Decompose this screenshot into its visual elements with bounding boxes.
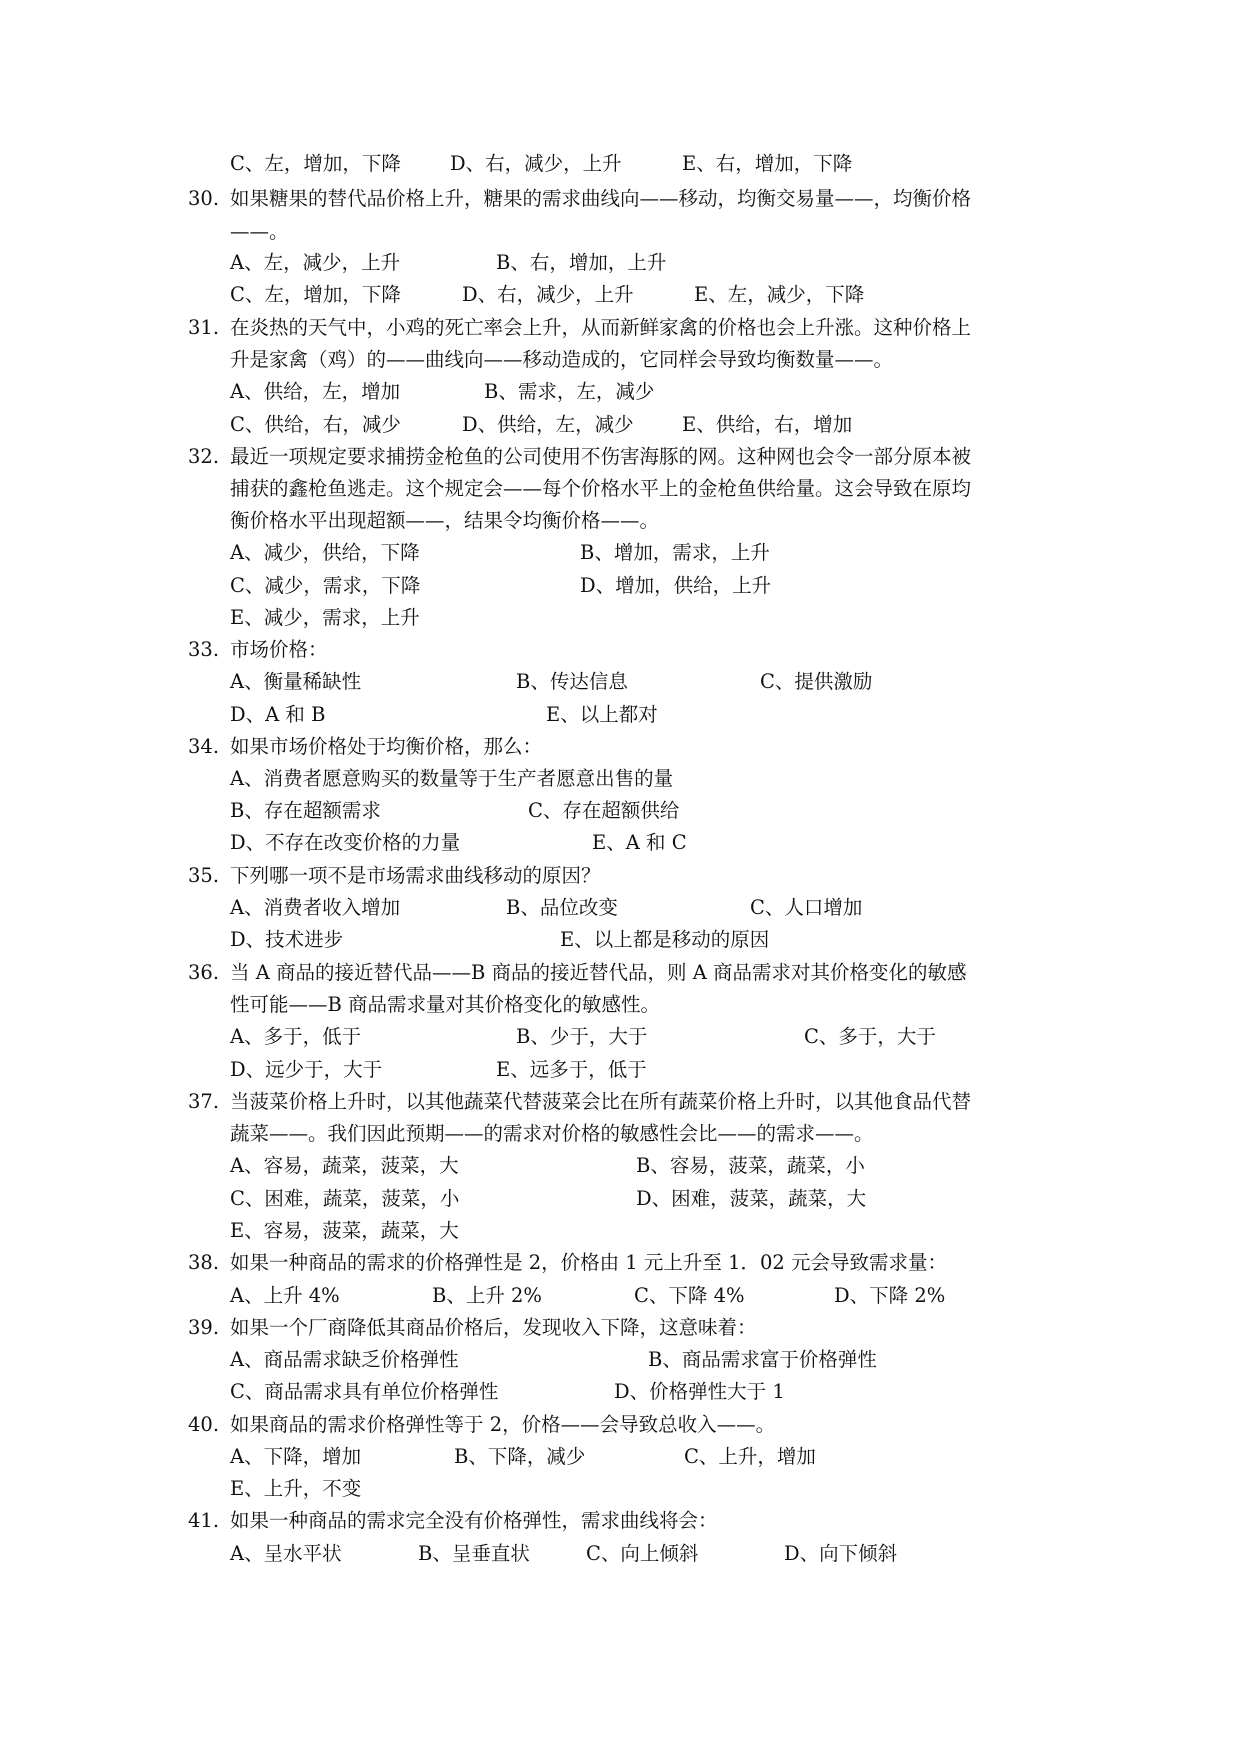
option-e: E、右，增加，下降 (682, 152, 853, 175)
option-a: A、下降，增加 (230, 1445, 362, 1468)
option-c: C、减少，需求，下降 (230, 574, 421, 597)
option-b: B、品位改变 (506, 896, 618, 919)
option-c: C、左，增加，下降 (230, 152, 401, 175)
question-stem: 市场价格： (230, 638, 328, 661)
question-number: 30. (188, 187, 220, 210)
option-c: C、多于，大于 (804, 1025, 936, 1048)
option-e: E、远多于，低于 (496, 1058, 647, 1081)
option-c: C、下降 4% (634, 1284, 745, 1307)
question-stem: 如果一个厂商降低其商品价格后，发现收入下降，这意味着： (230, 1316, 757, 1339)
option-b: B、传达信息 (516, 670, 628, 693)
option-a: A、呈水平状 (230, 1542, 342, 1565)
question-stem: 当 A 商品的接近替代品——B 商品的接近替代品，则 A 商品需求对其价格变化的敏感 (230, 961, 967, 984)
option-b: B、增加，需求，上升 (580, 541, 770, 564)
question-stem: 如果糖果的替代品价格上升，糖果的需求曲线向——移动，均衡交易量——，均衡价格 (230, 187, 972, 210)
option-b: B、呈垂直状 (418, 1542, 530, 1565)
option-e: E、以上都对 (546, 703, 658, 726)
question-number: 41. (188, 1509, 220, 1532)
option-e: E、左，减少，下降 (694, 283, 865, 306)
option-d: D、向下倾斜 (784, 1542, 898, 1565)
option-c: C、向上倾斜 (586, 1542, 699, 1565)
option-d: D、价格弹性大于 1 (614, 1380, 785, 1403)
option-a: A、减少，供给，下降 (230, 541, 420, 564)
option-b: B、存在超额需求 (230, 799, 381, 822)
option-b: B、上升 2% (432, 1284, 542, 1307)
option-a: A、上升 4% (230, 1284, 340, 1307)
question-number: 33. (188, 638, 220, 661)
option-c: C、人口增加 (750, 896, 863, 919)
option-d: D、供给，左，减少 (462, 413, 634, 436)
option-c: C、困难，蔬菜，菠菜，小 (230, 1187, 460, 1210)
option-d: D、增加，供给，上升 (580, 574, 772, 597)
question-stem: 衡价格水平出现超额——，结果令均衡价格——。 (230, 509, 660, 532)
option-c: C、左，增加，下降 (230, 283, 401, 306)
option-a: A、供给，左，增加 (230, 380, 401, 403)
option-b: B、商品需求富于价格弹性 (648, 1348, 877, 1371)
option-d: D、A 和 B (230, 703, 326, 726)
option-b: B、需求，左，减少 (484, 380, 655, 403)
option-e: E、供给，右，增加 (682, 413, 853, 436)
option-e: E、上升，不变 (230, 1477, 362, 1500)
question-stem: 蔬菜——。我们因此预期——的需求对价格的敏感性会比——的需求——。 (230, 1122, 874, 1145)
option-d: D、右，减少，上升 (450, 152, 622, 175)
option-e: E、A 和 C (592, 831, 687, 854)
option-e: E、容易，菠菜，蔬菜，大 (230, 1219, 459, 1242)
option-a: A、商品需求缺乏价格弹性 (230, 1348, 459, 1371)
option-d: D、右，减少，上升 (462, 283, 634, 306)
option-c: C、存在超额供给 (528, 799, 680, 822)
question-number: 36. (188, 961, 220, 984)
question-stem: ——。 (230, 220, 289, 243)
option-c: C、上升，增加 (684, 1445, 816, 1468)
option-d: D、不存在改变价格的力量 (230, 831, 461, 854)
question-stem: 如果商品的需求价格弹性等于 2，价格——会导致总收入——。 (230, 1413, 776, 1436)
option-c: C、供给，右，减少 (230, 413, 401, 436)
option-a: A、左，减少，上升 (230, 251, 401, 274)
option-c: C、商品需求具有单位价格弹性 (230, 1380, 499, 1403)
question-stem: 在炎热的天气中，小鸡的死亡率会上升，从而新鲜家禽的价格也会上升涨。这种价格上 (230, 316, 972, 339)
question-number: 31. (188, 316, 220, 339)
option-d: D、困难，菠菜，蔬菜，大 (636, 1187, 867, 1210)
option-a: A、多于，低于 (230, 1025, 362, 1048)
option-e: E、以上都是移动的原因 (560, 928, 770, 951)
question-stem: 当菠菜价格上升时，以其他蔬菜代替菠菜会比在所有蔬菜价格上升时，以其他食品代替 (230, 1090, 972, 1113)
option-a: A、容易，蔬菜，菠菜，大 (230, 1154, 459, 1177)
question-number: 35. (188, 864, 220, 887)
question-stem: 最近一项规定要求捕捞金枪鱼的公司使用不伤害海豚的网。这种网也会令一部分原本被 (230, 445, 972, 468)
option-d: D、下降 2% (834, 1284, 946, 1307)
question-stem: 如果一种商品的需求的价格弹性是 2，价格由 1 元上升至 1．02 元会导致需求量： (230, 1251, 948, 1274)
question-number: 37. (188, 1090, 220, 1113)
option-b: B、右，增加，上升 (496, 251, 667, 274)
option-e: E、减少，需求，上升 (230, 606, 420, 629)
question-stem: 下列哪一项不是市场需求曲线移动的原因？ (230, 864, 601, 887)
question-stem: 升是家禽（鸡）的——曲线向——移动造成的，它同样会导致均衡数量——。 (230, 348, 894, 371)
option-b: B、下降，减少 (454, 1445, 586, 1468)
question-stem: 性可能——B 商品需求量对其价格变化的敏感性。 (230, 993, 661, 1016)
option-c: C、提供激励 (760, 670, 873, 693)
question-stem: 如果一种商品的需求完全没有价格弹性，需求曲线将会： (230, 1509, 718, 1532)
question-stem: 捕获的鑫枪鱼逃走。这个规定会——每个价格水平上的金枪鱼供给量。这会导致在原均 (230, 477, 972, 500)
question-stem: 如果市场价格处于均衡价格，那么： (230, 735, 543, 758)
option-a: A、衡量稀缺性 (230, 670, 362, 693)
option-a: A、消费者收入增加 (230, 896, 401, 919)
option-a: A、消费者愿意购买的数量等于生产者愿意出售的量 (230, 767, 674, 790)
question-number: 38. (188, 1251, 220, 1274)
option-b: B、少于，大于 (516, 1025, 648, 1048)
option-d: D、技术进步 (230, 928, 344, 951)
option-b: B、容易，菠菜，蔬菜，小 (636, 1154, 865, 1177)
option-d: D、远少于，大于 (230, 1058, 383, 1081)
question-number: 32. (188, 445, 220, 468)
question-number: 39. (188, 1316, 220, 1339)
question-number: 34. (188, 735, 220, 758)
question-number: 40. (188, 1413, 220, 1436)
